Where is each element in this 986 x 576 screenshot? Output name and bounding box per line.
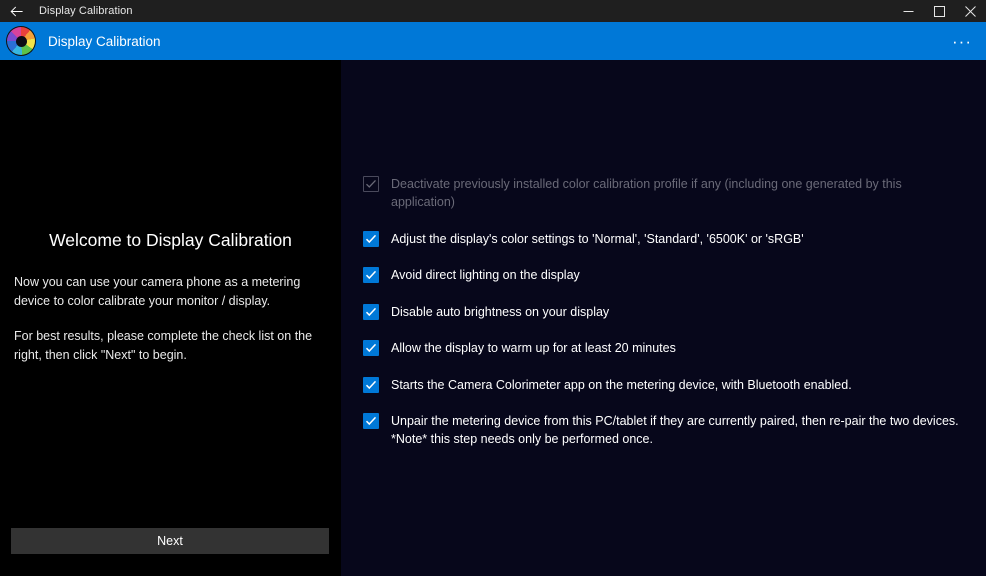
checkbox-checked-icon[interactable] xyxy=(363,231,379,247)
checklist-item[interactable] xyxy=(363,412,968,448)
window-controls xyxy=(893,0,986,22)
page-title: Welcome to Display Calibration xyxy=(49,230,292,250)
welcome-text xyxy=(14,273,327,381)
more-options-icon[interactable]: ··· xyxy=(952,31,972,51)
checkbox-checked-icon[interactable] xyxy=(363,267,379,283)
checklist-item[interactable] xyxy=(363,339,968,357)
checklist-item[interactable] xyxy=(363,303,968,321)
checklist-item[interactable] xyxy=(363,175,968,211)
main-content xyxy=(0,60,986,576)
checkbox-checked-icon[interactable] xyxy=(363,377,379,393)
checklist-item-label: Allow the display to warm up for at least 20 minutes xyxy=(391,341,676,355)
checklist-item-label: Deactivate previously installed color calibration profile if any (including one generated by this application) xyxy=(391,177,902,209)
next-button[interactable]: Next xyxy=(11,528,329,554)
welcome-paragraph-2: For best results, please complete the check list on the right, then click "Next" to begin. xyxy=(14,329,313,362)
checklist-item[interactable] xyxy=(363,376,968,394)
welcome-paragraph-1: Now you can use your camera phone as a metering device to color calibrate your monitor / display. xyxy=(14,275,301,308)
checklist-item-label: Avoid direct lighting on the display xyxy=(391,268,580,282)
checklist-item-label: Adjust the display's color settings to 'Normal', 'Standard', '6500K' or 'sRGB' xyxy=(391,231,804,246)
checklist-item[interactable] xyxy=(363,266,968,284)
checkbox-checked-icon[interactable] xyxy=(363,413,379,429)
checkbox-checked-icon[interactable] xyxy=(363,340,379,356)
app-logo-icon xyxy=(6,26,36,56)
checklist-item-label: Unpair the metering device from this PC/tablet if they are currently paired, then re-pair the two devices. *Note* this step needs only be performed once. xyxy=(391,414,959,446)
maximize-button[interactable] xyxy=(924,0,955,22)
app-header xyxy=(0,22,986,60)
checkbox-checked-icon[interactable] xyxy=(363,304,379,320)
checklist-item-label: Starts the Camera Colorimeter app on the metering device, with Bluetooth enabled. xyxy=(391,377,852,392)
window-title: Display Calibration xyxy=(39,5,133,17)
checklist xyxy=(363,175,968,448)
back-arrow-icon[interactable] xyxy=(0,0,33,22)
welcome-pane xyxy=(0,60,341,576)
title-bar xyxy=(0,0,986,22)
checklist-pane xyxy=(341,60,986,576)
minimize-button[interactable] xyxy=(893,0,924,22)
app-title: Display Calibration xyxy=(48,33,161,49)
close-button[interactable] xyxy=(955,0,986,22)
checklist-item-label: Disable auto brightness on your display xyxy=(391,304,610,319)
checkbox-checked-disabled-icon[interactable] xyxy=(363,176,379,192)
checklist-item[interactable] xyxy=(363,230,968,248)
